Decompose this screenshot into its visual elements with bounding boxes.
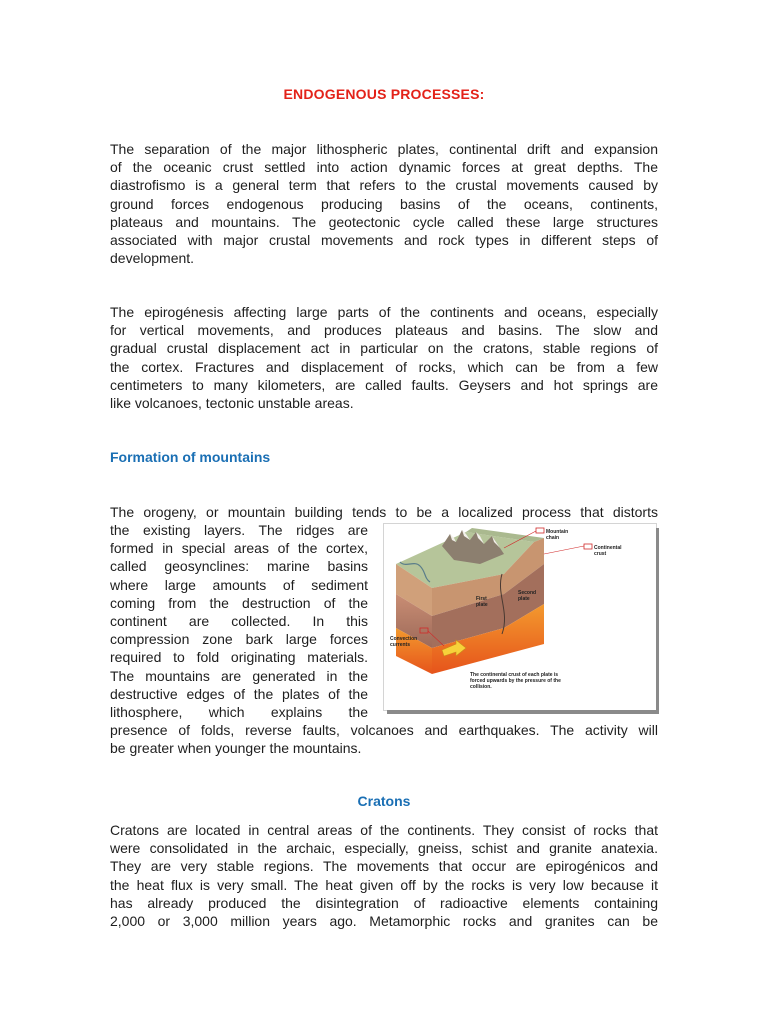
text-line: development.	[110, 250, 195, 267]
text-line: continent are collected. In this	[110, 613, 368, 630]
section-heading-cratons: Cratons	[357, 793, 411, 809]
text-line: coming from the destruction of the	[110, 594, 368, 611]
text-line: where large amounts of sediment	[110, 576, 368, 593]
mountain-formation-figure	[384, 524, 656, 710]
text-line: destructive edges of the plates of the	[110, 685, 368, 702]
text-line: The separation of the major lithospheric plates, continental drift and expansion	[110, 141, 658, 157]
text-line: Cratons are located in central areas of the continents. They consist of rocks that	[110, 822, 658, 838]
text-line: centimeters to many kilometers, are called faults. Geysers and hot springs are	[110, 376, 658, 393]
text-line: like volcanoes, tectonic unstable areas.	[110, 395, 354, 412]
figure-caption: The continental crust of each plate is	[470, 672, 559, 678]
label-second-plate: Second	[518, 590, 537, 596]
text-line: 2,000 or 3,000 million years ago. Metamorphic rocks and granites can be	[110, 913, 658, 930]
text-line: for vertical movements, and produces plateaus and basins. The slow and	[110, 322, 658, 339]
text-line: the existing layers. The ridges are	[110, 522, 368, 538]
text-line: be greater when younger the mountains.	[110, 740, 362, 757]
paragraph-cratons	[110, 821, 658, 930]
label-continental-crust: Continental	[594, 545, 622, 551]
text-line: presence of folds, reverse faults, volcanoes and earthquakes. The activity will	[110, 722, 658, 738]
text-line: diastrofismo is a general term that refers to the crustal movements caused by	[110, 177, 658, 194]
figure-caption-3: collision.	[470, 684, 492, 690]
label-convection: Convection	[390, 636, 418, 642]
section-heading-mountains: Formation of mountains	[110, 449, 271, 465]
text-line: were consolidated in the archaic, especially, gneiss, schist and granite anatexia.	[110, 840, 658, 857]
label-mountain-chain-2: chain	[546, 535, 560, 541]
text-line: The mountains are generated in the	[110, 667, 368, 684]
paragraph-orogeny-first-line	[110, 503, 658, 521]
text-line: compression zone bark large forces	[110, 631, 368, 648]
text-line: called geosynclines: marine basins	[110, 558, 368, 575]
figure-caption-2: forced upwards by the pressure of the	[470, 678, 561, 684]
text-line: required to fold originating materials.	[110, 649, 368, 666]
text-line: lithosphere, which explains the	[110, 704, 368, 721]
block-diagram	[384, 524, 656, 710]
text-line: the heat flux is very small. The heat given off by the rocks is very low because it	[110, 876, 658, 893]
label-second-plate-2: plate	[518, 596, 530, 602]
label-first-plate-2: plate	[476, 602, 488, 608]
text-line: The epirogénesis affecting large parts of the continents and oceans, especially	[110, 304, 658, 320]
text-line: The orogeny, or mountain building tends to be a localized process that distorts	[110, 504, 658, 520]
paragraph-epirogenesis	[110, 303, 658, 412]
text-line: has already produced the disintegration of radioactive elements containing	[110, 894, 658, 911]
text-line: associated with major crustal movements and rock types in different steps of	[110, 232, 658, 249]
label-mountain-chain: Mountain	[546, 529, 569, 535]
text-line: gradual crustal displacement act in particular on the cratons, stable regions of	[110, 340, 658, 357]
label-convection-2: currents	[390, 642, 411, 648]
text-line: They are very stable regions. The movements that occur are epirogénicos and	[110, 858, 658, 875]
text-line: ground forces endogenous producing basins of the oceans, continents,	[110, 195, 658, 212]
paragraph-lithospheric-plates	[110, 140, 658, 267]
paragraph-orogeny-wrapped	[110, 521, 368, 721]
text-line: formed in special areas of the cortex,	[110, 540, 368, 557]
paragraph-orogeny-tail	[110, 721, 658, 757]
text-line: the cortex. Fractures and displacement of rocks, which can be from a few	[110, 358, 658, 375]
page-title: ENDOGENOUS PROCESSES:	[283, 86, 485, 102]
text-line: of the oceanic crust settled into action dynamic forces at great depths. The	[110, 159, 658, 176]
text-line: plateaus and mountains. The geotectonic cycle called these large structures	[110, 213, 658, 230]
label-continental-crust-2: crust	[594, 551, 607, 557]
label-first-plate: First	[476, 596, 487, 602]
